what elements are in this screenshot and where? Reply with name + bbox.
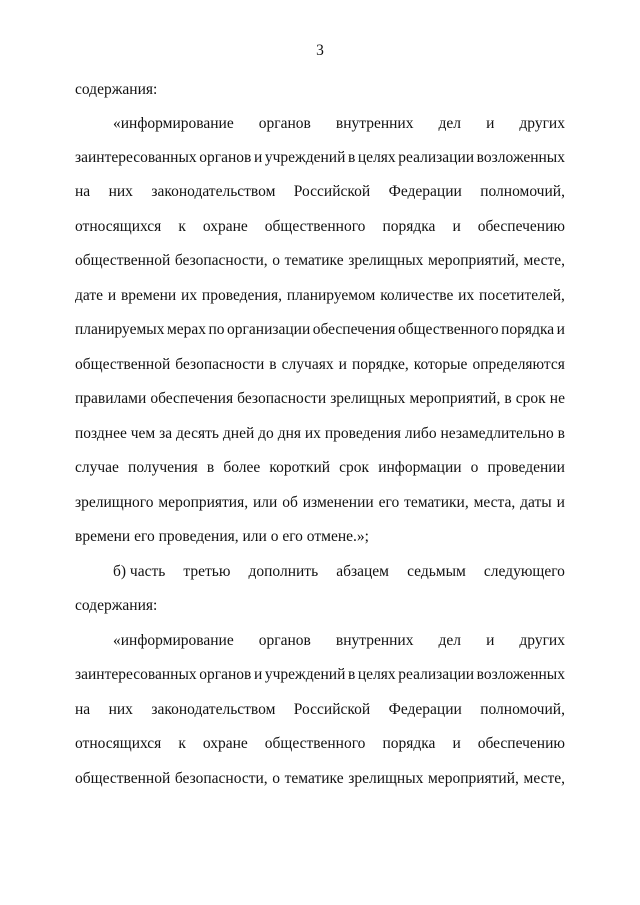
- word: и: [556, 494, 565, 511]
- word: порядка: [382, 735, 436, 752]
- word: к: [178, 218, 186, 235]
- text-line: [113, 631, 565, 651]
- word: третью: [183, 563, 231, 580]
- word: в: [347, 666, 356, 683]
- text-line: содержания:: [75, 597, 158, 614]
- text-line: [75, 217, 565, 237]
- word: правилами: [75, 390, 147, 407]
- word: Российской: [293, 701, 371, 718]
- text-line: [113, 114, 565, 134]
- word: их: [304, 425, 321, 442]
- word: его: [378, 494, 400, 511]
- word: обеспечения: [312, 321, 396, 338]
- word: месте,: [523, 770, 565, 787]
- word: обеспечения: [150, 390, 234, 407]
- text-line: [75, 458, 565, 478]
- word: их: [458, 287, 475, 304]
- word: Федерации: [388, 183, 462, 200]
- word: других: [519, 115, 565, 132]
- word: или: [253, 494, 278, 511]
- word: посетителей,: [479, 287, 565, 304]
- word: порядка: [501, 321, 555, 338]
- word: мероприятий,: [428, 770, 519, 787]
- text-line: времени его проведения, или о его отмене.»;: [75, 528, 369, 545]
- word: порядке,: [351, 356, 409, 373]
- word: дел: [438, 632, 462, 649]
- word: более: [223, 459, 261, 476]
- word: дня: [277, 425, 301, 442]
- word: других: [519, 632, 565, 649]
- word: не: [549, 390, 565, 407]
- word: «информирование: [113, 115, 234, 132]
- word: и: [338, 356, 347, 373]
- word: тематике: [284, 770, 344, 787]
- word: случае: [75, 459, 119, 476]
- word: органов: [258, 632, 311, 649]
- word: Федерации: [388, 701, 462, 718]
- word: общественного: [264, 735, 366, 752]
- word: проведения,: [201, 287, 282, 304]
- word: безопасности: [175, 356, 265, 373]
- word: короткий: [269, 459, 331, 476]
- word: реализации: [398, 149, 475, 166]
- word: и: [486, 115, 495, 132]
- word: дел: [438, 115, 462, 132]
- word: и: [486, 632, 495, 649]
- word: которые: [413, 356, 468, 373]
- word: к: [178, 735, 186, 752]
- word: «информирование: [113, 632, 234, 649]
- word: целях: [357, 149, 396, 166]
- word: даты: [520, 494, 552, 511]
- word: на: [75, 183, 91, 200]
- word: в: [504, 390, 512, 407]
- word: заинтересованных: [75, 149, 197, 166]
- word: зрелищных: [348, 252, 424, 269]
- word: дней: [222, 425, 255, 442]
- word: получения: [128, 459, 198, 476]
- word: планируемом: [286, 287, 376, 304]
- word: них: [108, 183, 133, 200]
- word: них: [108, 701, 133, 718]
- word: времени: [120, 287, 177, 304]
- word: абзацем: [336, 563, 389, 580]
- word: чем: [130, 425, 156, 442]
- word: в: [557, 425, 565, 442]
- word: безопасности,: [174, 770, 268, 787]
- word: об: [282, 494, 298, 511]
- word: обеспечению: [477, 218, 565, 235]
- word: зрелищного: [75, 494, 154, 511]
- word: внутренних: [335, 632, 414, 649]
- word: седьмым: [407, 563, 466, 580]
- text-line: [75, 251, 565, 271]
- word: Российской: [293, 183, 371, 200]
- word: мероприятий,: [428, 252, 519, 269]
- word: определяются: [472, 356, 565, 373]
- word: следующего: [483, 563, 565, 580]
- word: общественного: [397, 321, 499, 338]
- word: общественного: [264, 218, 366, 235]
- text-line: [75, 286, 565, 306]
- text-line: [113, 562, 565, 582]
- page-number: 3: [316, 42, 324, 59]
- text-line: содержания:: [75, 81, 158, 98]
- word: охране: [202, 735, 248, 752]
- word: планируемых: [75, 321, 165, 338]
- word: органов: [199, 666, 252, 683]
- word: возложенных: [476, 666, 565, 683]
- text-line: [75, 493, 565, 513]
- word: обеспечению: [477, 735, 565, 752]
- text-line: [75, 734, 565, 754]
- word: организации: [227, 321, 311, 338]
- word: срок: [515, 390, 546, 407]
- word: заинтересованных: [75, 666, 197, 683]
- word: и: [556, 321, 565, 338]
- word: полномочий,: [480, 183, 565, 200]
- text-line: [75, 320, 565, 340]
- word: охране: [202, 218, 248, 235]
- text-line: [75, 389, 565, 409]
- word: внутренних: [335, 115, 414, 132]
- word: тематике: [284, 252, 344, 269]
- text-line: [75, 355, 565, 375]
- word: о: [272, 770, 281, 787]
- word: о: [470, 459, 479, 476]
- word: либо: [404, 425, 437, 442]
- word: десять: [176, 425, 220, 442]
- word: органов: [199, 149, 252, 166]
- word: их: [181, 287, 198, 304]
- word: тематики,: [404, 494, 469, 511]
- word: целях: [357, 666, 396, 683]
- word: и: [253, 149, 263, 166]
- text-line: [75, 769, 565, 789]
- text-line: [75, 182, 565, 202]
- word: в: [206, 459, 215, 476]
- word: б) часть: [113, 563, 166, 580]
- word: в: [269, 356, 277, 373]
- text-line: [75, 424, 565, 444]
- word: мероприятий,: [409, 390, 501, 407]
- word: информации: [378, 459, 462, 476]
- word: и: [107, 287, 117, 304]
- word: на: [75, 701, 91, 718]
- word: месте,: [523, 252, 565, 269]
- word: дате: [75, 287, 104, 304]
- word: относящихся: [75, 218, 162, 235]
- word: общественной: [75, 770, 171, 787]
- word: зрелищных: [330, 390, 406, 407]
- word: органов: [258, 115, 311, 132]
- word: безопасности,: [174, 252, 268, 269]
- word: случаях: [281, 356, 334, 373]
- word: за: [159, 425, 173, 442]
- word: проведении: [487, 459, 565, 476]
- word: срок: [339, 459, 370, 476]
- word: дополнить: [248, 563, 319, 580]
- word: возложенных: [476, 149, 565, 166]
- word: зрелищных: [348, 770, 424, 787]
- word: общественной: [75, 252, 171, 269]
- word: полномочий,: [480, 701, 565, 718]
- word: количестве: [380, 287, 454, 304]
- word: позднее: [75, 425, 127, 442]
- word: по: [208, 321, 225, 338]
- word: о: [272, 252, 281, 269]
- word: реализации: [398, 666, 475, 683]
- word: общественной: [75, 356, 171, 373]
- word: учреждений: [264, 149, 346, 166]
- word: изменении: [302, 494, 374, 511]
- word: учреждений: [264, 666, 346, 683]
- word: и: [452, 735, 461, 752]
- word: незамедлительно: [440, 425, 554, 442]
- text-line: [75, 700, 565, 720]
- word: мероприятия,: [158, 494, 249, 511]
- word: в: [347, 149, 356, 166]
- word: законодательством: [151, 183, 276, 200]
- word: и: [452, 218, 461, 235]
- word: до: [258, 425, 274, 442]
- word: мерах: [166, 321, 207, 338]
- word: проведения: [324, 425, 402, 442]
- word: законодательством: [151, 701, 276, 718]
- word: относящихся: [75, 735, 162, 752]
- word: и: [253, 666, 263, 683]
- text-line: [75, 148, 565, 168]
- word: порядка: [382, 218, 436, 235]
- text-line: [75, 665, 565, 685]
- word: безопасности: [237, 390, 327, 407]
- word: места,: [473, 494, 516, 511]
